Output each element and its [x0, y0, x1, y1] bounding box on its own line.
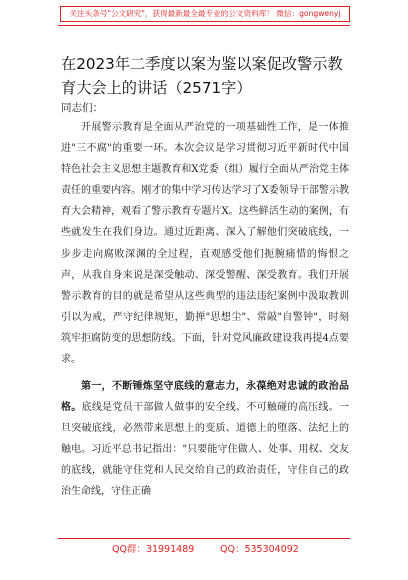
- document-title: 在2023年二季度以案为鉴以案促改警示教育大会上的讲话（2571字）: [61, 55, 343, 97]
- footer: [58, 538, 350, 561]
- paragraph-2: [61, 376, 349, 503]
- footer-qq: QQ：535304092: [220, 544, 299, 555]
- header-banner: 关注头条号"公文研究"，获得最新最全最专业的公文资料库！ 微信：gongwenyj: [60, 6, 350, 22]
- paragraph-2-heading: 第一，不断锤炼坚守底线的意志力，永葆绝对忠诚的政治品格。: [61, 381, 349, 414]
- footer-qq-group: QQ群：31991489: [112, 544, 195, 555]
- paragraph-2-body: 底线是党员干部做人做事的安全线、不可触碰的高压线。一旦突破底线，必然带来思想上的变质、道德上的堕落、法纪上的触电。习近平总书记指出："只要能守住做人、处事、用权、交友的底线，就能守住党和人民交给自己的政治责任，守住自己的政治生命线，守住正确: [61, 402, 350, 498]
- paragraph-1: 开展警示教育是全面从严治党的一项基础性工作，是一体推进"三不腐"的重要一环。本次会议是学习贯彻习近平新时代中国特色社会主义思想主题教育和X党委（组）履行全面从严治党主体责任的重要内容。刚才的集中学习传达学习了X委领导干部警示教育大会精神，观看了警示教育专题片X。这些鲜活生动的案例，有些就发生在我们身边。通过近距离、深入了解他们突破底线，一步步走向腐败深渊的全过程，直观感受他们扼腕痛惜的悔恨之声，从我自身来说是深受触动、深受警醒、深受教育。我们开展警示教育的目的就是希望从这些典型的违法违纪案例中汲取教训引以为戒，严守纪律规矩，勤掸"思想尘"、常敲"自警钟"，时刻筑牢拒腐防变的思想防线。下面，针对党风廉政建设我再提4点要求。: [61, 122, 349, 366]
- salutation: 同志们：: [61, 102, 103, 114]
- header-divider: [58, 25, 350, 26]
